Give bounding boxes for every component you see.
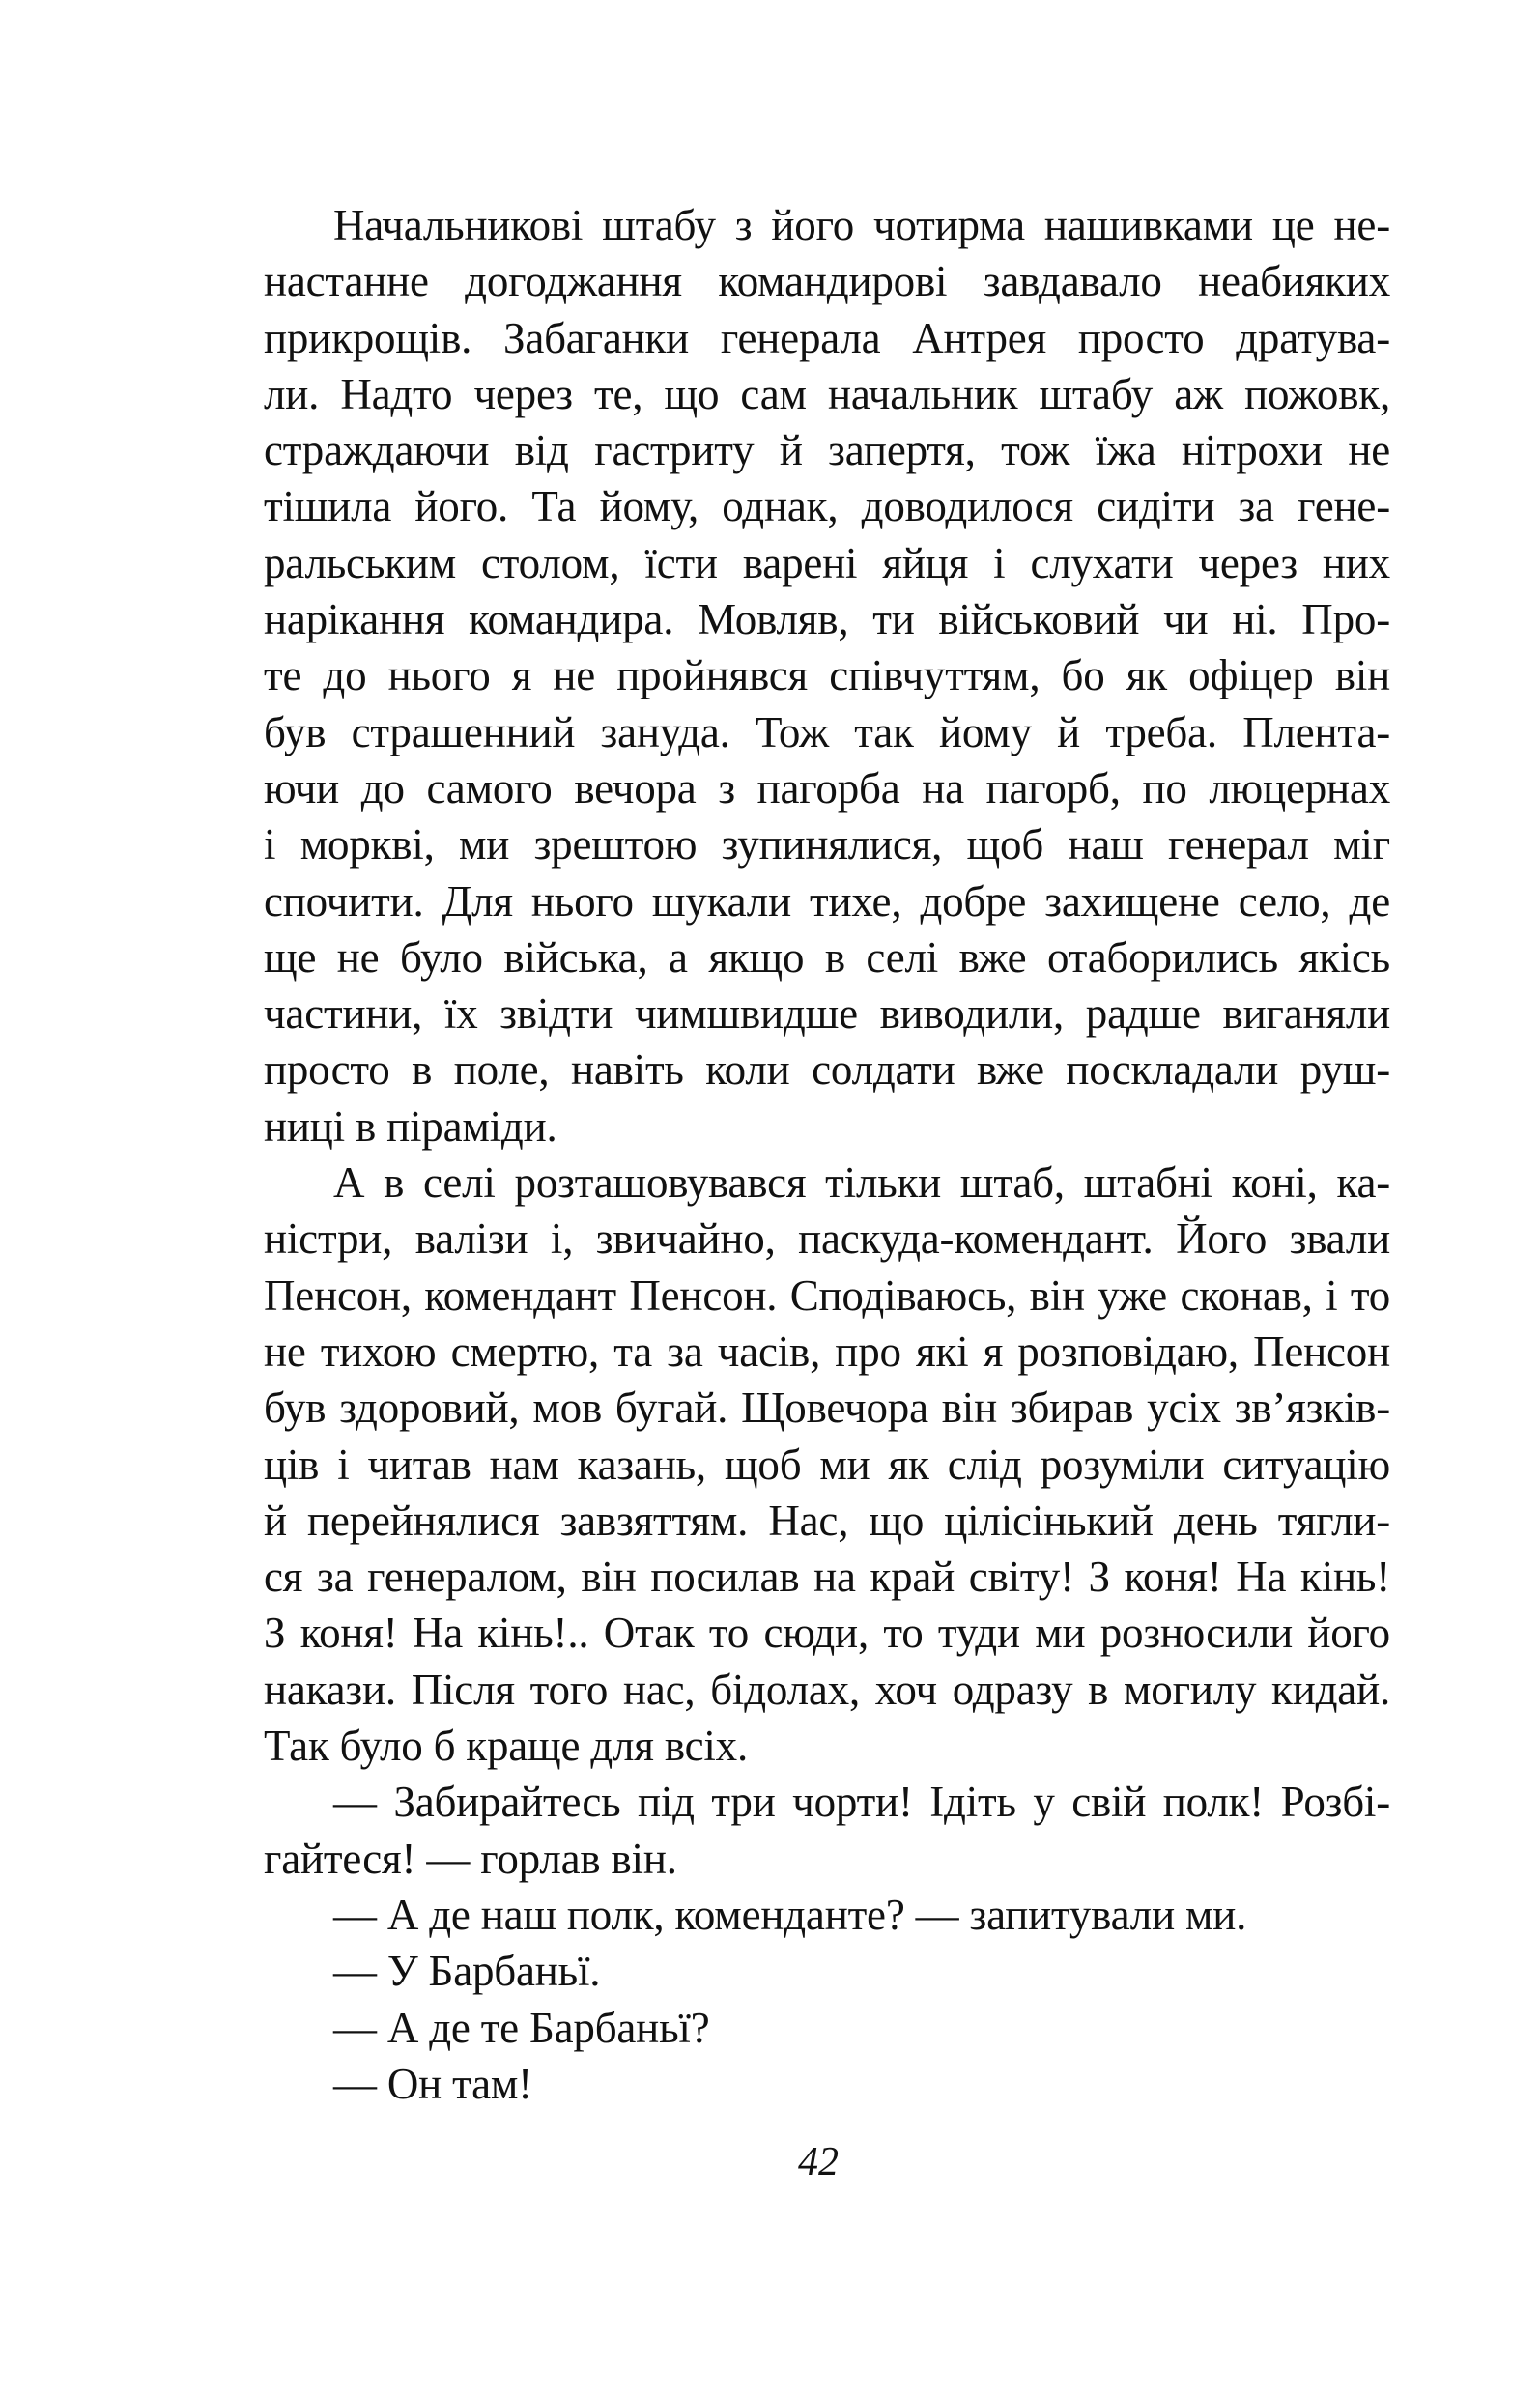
paragraph-1 [264,197,1390,1155]
dialogue-3 [264,1943,1390,1999]
text-line: і моркві, ми зрештою зупинялися, щоб наш генерал міг [264,820,1390,870]
text-line: й перейнялися завзяттям. Нас, що цілісінький день тягли- [264,1496,1390,1545]
text-line: спочити. Для нього шукали тихе, добре захищене село, де [264,876,1390,926]
text-line: Пенсон, комендант Пенсон. Сподіваюсь, він уже сконав, і то [264,1270,1390,1320]
text-line: ли. Надто через те, що сам начальник штабу аж пожовк, [264,369,1390,418]
text-line: ниці в піраміди. [264,1101,557,1151]
paragraph-2 [264,1155,1390,1774]
dialogue-line: — А де те Барбаньї? [333,2003,710,2052]
text-line: те до нього я не пройнявся співчуттям, бо як офіцер він [264,651,1390,700]
dialogue-line: — Он там! [333,2059,532,2108]
text-line: настанне догоджання командирові завдавало неабияких [264,257,1390,306]
dialogue-line: — У Барбаньї. [333,1947,601,1996]
dialogue-line: — А де наш полк, коменданте? — запитували ми. [333,1890,1247,1939]
dialogue-2 [264,1887,1390,1943]
text-line: тішила його. Та йому, однак, доводилося сидіти за гене- [264,482,1390,531]
text-line: Так було б краще для всіх. [264,1722,749,1771]
text-line: просто в поле, навіть коли солдати вже поскладали руш- [264,1045,1390,1095]
text-line: прикрощів. Забаганки генерала Антрея просто дратува- [264,313,1390,362]
text-line: ців і читав нам казань, щоб ми як слід розуміли ситуацію [264,1440,1390,1489]
text-line: ся за генералом, він посилав на край світу! З коня! На кінь! [264,1553,1390,1602]
text-line: ще не було війська, а якщо в селі вже отаборились якісь [264,932,1390,982]
text-line: ністри, валізи і, звичайно, паскуда-комендант. Його звали [264,1214,1390,1264]
text-line: З коня! На кінь!.. Отак то сюди, то туди ми розносили його [264,1609,1390,1658]
text-line: не тихою смертю, та за часів, про які я розповідаю, Пенсон [264,1326,1390,1376]
dialogue-line: гайтеся! — горлав він. [264,1834,677,1883]
text-line: частини, їх звідти чимшвидше виводили, радше виганяли [264,989,1390,1039]
text-line: накази. Після того нас, бідолах, хоч одразу в могилу кидай. [264,1665,1390,1714]
text-line: страждаючи від гастриту й запертя, тож їжа нітрохи не [264,426,1390,475]
text-line: Начальникові штабу з його чотирма нашивками це не- [333,201,1390,249]
dialogue-5 [264,2056,1390,2112]
text-line: був здоровий, мов бугай. Щовечора він збирав усіх зв’язків- [264,1383,1390,1433]
dialogue-1 [264,1774,1390,1887]
dialogue-4 [264,2000,1390,2056]
text-line: А в селі розташовувався тільки штаб, штабні коні, ка- [333,1158,1390,1208]
text-line: був страшенний зануда. Тож так йому й треба. Плента- [264,707,1390,756]
text-line: ральським столом, їсти варені яйця і слухати через них [264,538,1390,587]
text-line: нарікання командира. Мовляв, ти військовий чи ні. Про- [264,595,1390,644]
body-text [264,197,1390,2112]
dialogue-line: — Забирайтесь під три чорти! Ідіть у свій полк! Розбі- [333,1778,1390,1827]
text-line: ючи до самого вечора з пагорба на пагорб, по люцернах [264,763,1390,813]
page-number: 42 [798,2140,839,2184]
